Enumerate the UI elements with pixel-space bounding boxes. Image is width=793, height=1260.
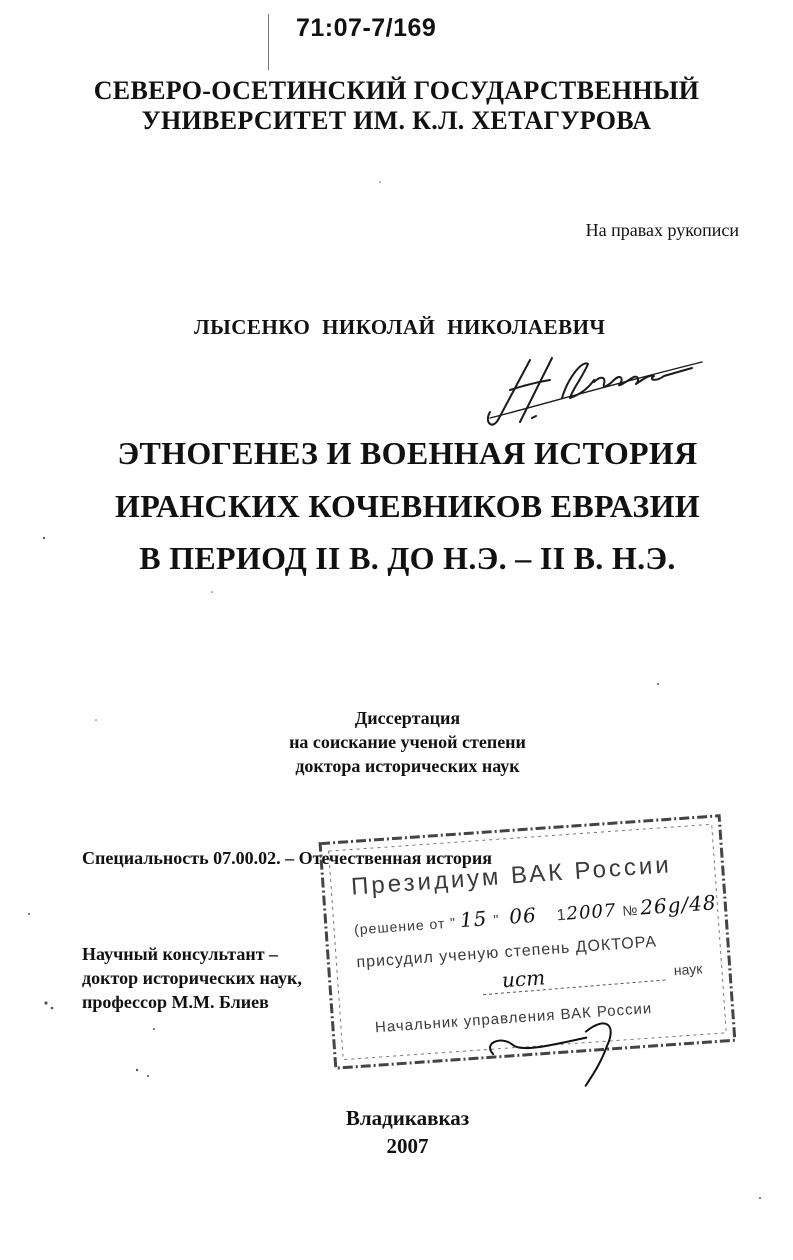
title-line1: ЭТНОГЕНЕЗ И ВОЕННАЯ ИСТОРИЯ xyxy=(117,435,698,471)
stamp-line3: присудил ученую степень ДОКТОРА xyxy=(355,933,658,972)
consultant-line2: доктор исторических наук, xyxy=(82,968,302,988)
stamp-line5: Начальник управления ВАК России xyxy=(374,999,653,1037)
stamp-line1: Президиум ВАК России xyxy=(350,851,673,901)
city: Владикавказ xyxy=(345,1106,470,1130)
consultant-line3: профессор М.М. Блиев xyxy=(82,992,269,1012)
stamp-number: 26g/48 xyxy=(639,890,718,920)
title-line3: В ПЕРИОД II В. ДО Н.Э. – II В. Н.Э. xyxy=(139,540,676,576)
stamp-line4-suffix: наук xyxy=(673,960,703,979)
stamp-date-day: 15 xyxy=(459,906,489,933)
year: 2007 xyxy=(386,1134,429,1158)
stamp-line2-prefix: (решение от " xyxy=(353,914,457,938)
rights-note: На правах рукописи xyxy=(585,220,739,240)
speciality: Специальность 07.00.02. – Отечественная история xyxy=(82,848,492,868)
stamp-line4-handwritten: ист xyxy=(501,965,546,993)
dissertation-line3: доктора исторических наук xyxy=(295,756,520,776)
consultant-line1: Научный консультант – xyxy=(82,944,279,964)
stamp-date-month: 06 xyxy=(508,902,538,929)
university-name-line1: СЕВЕРО-ОСЕТИНСКИЙ ГОСУДАРСТВЕННЫЙ xyxy=(93,76,700,105)
stamp-number-prefix: № xyxy=(621,901,639,919)
catalog-code: 71:07-7/169 xyxy=(296,14,437,42)
svg-text:(решение от "15"0612007№26g/48: (решение от " 15 " 06 12007 №26g/48 xyxy=(353,890,718,938)
title-line2: ИРАНСКИХ КОЧЕВНИКОВ ЕВРАЗИИ xyxy=(115,488,700,524)
university-name-line2: УНИВЕРСИТЕТ ИМ. К.Л. ХЕТАГУРОВА xyxy=(141,106,652,135)
author-name: ЛЫСЕНКО НИКОЛАЙ НИКОЛАЕВИЧ xyxy=(194,315,606,339)
stamp-date-year: 2007 xyxy=(565,900,618,925)
dissertation-line1: Диссертация xyxy=(354,708,461,728)
dissertation-line2: на соискание ученой степени xyxy=(289,732,526,752)
